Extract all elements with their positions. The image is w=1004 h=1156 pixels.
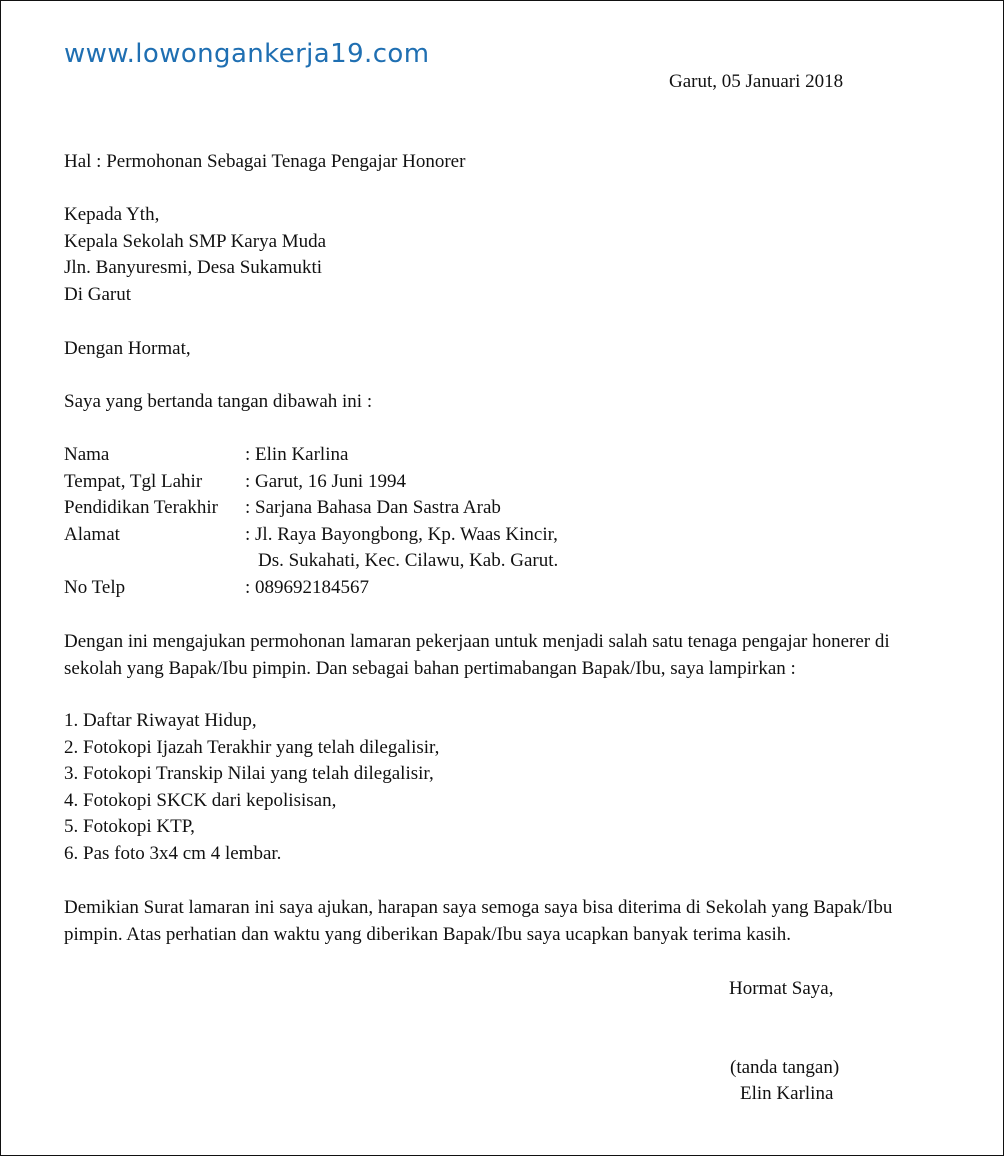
field-address-continued [64,548,764,575]
body-paragraph [64,629,954,682]
paragraph-line: pimpin. Atas perhatian dan waktu yang diberikan Bapak/Ibu saya ucapkan banyak terima kasih. [64,923,792,945]
list-item: 4. Fotokopi SKCK dari kepolisisan, [64,789,337,811]
field-name [64,442,764,469]
greeting: Dengan Hormat, [64,338,191,359]
field-address [64,522,764,549]
field-phone [64,575,764,602]
list-item: 3. Fotokopi Transkip Nilai yang telah dilegalisir, [64,763,434,785]
field-label: Tempat, Tgl Lahir [64,470,203,492]
field-value: : 089692184567 [245,576,370,598]
field-label: No Telp [64,576,126,598]
paragraph-line: Demikian Surat lamaran ini saya ajukan, harapan saya semoga saya bisa diterima di Sekolah yang Bapak/Ibu [64,897,893,918]
signature-placeholder: (tanda tangan) [730,1057,840,1078]
intro-line: Saya yang bertanda tangan dibawah ini : [64,391,373,412]
letter-subject: Hal : Permohonan Sebagai Tenaga Pengajar Honorer [64,151,466,172]
recipient-line: Di Garut [64,283,132,305]
attachments-list [64,708,439,868]
recipient-line: Kepala Sekolah SMP Karya Muda [64,230,327,252]
applicant-details [64,442,764,602]
field-value: Ds. Sukahati, Kec. Cilawu, Kab. Garut. [258,550,559,572]
field-education [64,495,764,522]
field-label: Pendidikan Terakhir [64,497,218,519]
recipient-line: Kepada Yth, [64,204,160,225]
field-value: : Sarjana Bahasa Dan Sastra Arab [245,497,501,519]
list-item: 1. Daftar Riwayat Hidup, [64,710,257,731]
list-item: 6. Pas foto 3x4 cm 4 lembar. [64,842,282,864]
field-value: : Elin Karlina [245,444,349,465]
field-birth [64,469,764,496]
paragraph-line: Dengan ini mengajukan permohonan lamaran pekerjaan untuk menjadi salah satu tenaga pengajar honerer di [64,631,890,652]
paragraph-line: sekolah yang Bapak/Ibu pimpin. Dan sebagai bahan pertimabangan Bapak/Ibu, saya lampirkan : [64,657,796,679]
letter-date: Garut, 05 Januari 2018 [669,71,844,92]
recipient-line: Jln. Banyuresmi, Desa Sukamukti [64,257,323,279]
signer-name: Elin Karlina [740,1083,834,1104]
signoff-salutation: Hormat Saya, [729,978,834,999]
field-label: Alamat [64,523,120,545]
field-value: : Jl. Raya Bayongbong, Kp. Waas Kincir, [245,523,558,545]
recipient-block [64,202,326,308]
list-item: 5. Fotokopi KTP, [64,816,195,838]
field-label: Nama [64,444,110,465]
list-item: 2. Fotokopi Ijazah Terakhir yang telah dilegalisir, [64,736,440,758]
closing-paragraph [64,895,954,948]
website-watermark: www.lowongankerja19.com [64,39,430,69]
field-value: : Garut, 16 Juni 1994 [245,470,406,492]
